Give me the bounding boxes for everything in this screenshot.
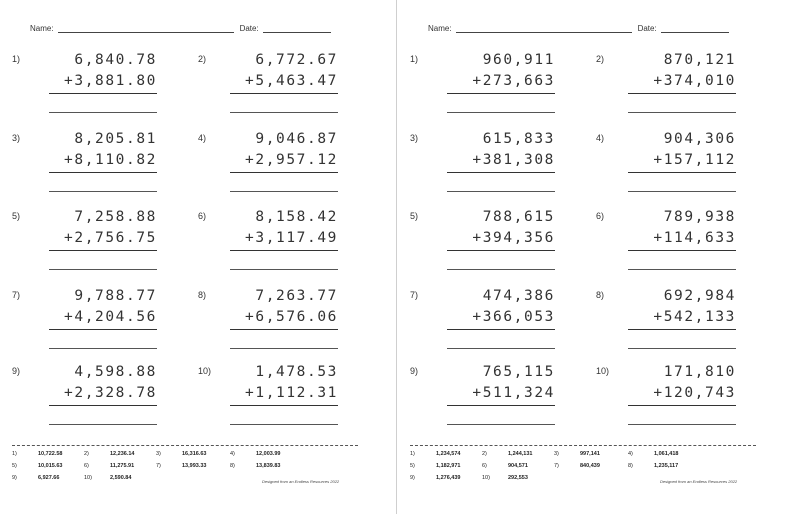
answer-key-value: 12,003.99 [256, 451, 281, 457]
answer-line[interactable] [628, 348, 736, 349]
credit-text: Designed from an Endless Resources 2022 [262, 479, 340, 484]
problem-number: 1) [410, 54, 419, 64]
name-label: Name: [428, 24, 452, 33]
addend-bottom: +273,663 [472, 73, 555, 89]
addend-bottom: +4,204.56 [64, 309, 157, 325]
addend-top: 789,938 [663, 209, 736, 225]
answer-key-item [482, 475, 552, 485]
sum-rule [49, 405, 157, 406]
problem [12, 209, 157, 279]
addend-bottom: +2,328.78 [64, 385, 157, 401]
problem [198, 52, 338, 122]
name-field[interactable] [58, 24, 234, 33]
answer-key-number: 5) [410, 463, 415, 469]
problem [410, 364, 555, 434]
addend-top: 765,115 [482, 364, 555, 380]
problem [12, 288, 157, 358]
problem-number: 6) [198, 211, 207, 221]
addend-top: 4,598.88 [74, 364, 157, 380]
problem [596, 52, 736, 122]
answer-key-number: 10) [84, 475, 92, 481]
addend-top: 171,810 [663, 364, 736, 380]
answer-line[interactable] [628, 191, 736, 192]
answer-key-value: 1,244,131 [508, 451, 533, 457]
answer-line[interactable] [49, 424, 157, 425]
answer-key-value: 1,276,439 [436, 475, 461, 481]
sum-rule [447, 250, 555, 251]
problem-number: 8) [198, 290, 207, 300]
answer-key-item [554, 463, 624, 473]
problem [12, 52, 157, 122]
answer-key-item [628, 451, 698, 461]
addend-top: 8,158.42 [255, 209, 338, 225]
sum-rule [49, 93, 157, 94]
answer-key-value: 12,236.14 [110, 451, 135, 457]
problem-number: 1) [12, 54, 21, 64]
problem-number: 4) [596, 133, 605, 143]
answer-key-separator [410, 445, 756, 446]
answer-key-value: 2,590.84 [110, 475, 132, 481]
sum-rule [628, 405, 736, 406]
answer-key-number: 3) [156, 451, 161, 457]
addend-bottom: +374,010 [653, 73, 736, 89]
sum-rule [447, 405, 555, 406]
answer-key-number: 7) [156, 463, 161, 469]
answer-key-item [84, 451, 154, 461]
problem [410, 131, 555, 201]
answer-key-number: 1) [12, 451, 17, 457]
answer-key-value: 13,993.33 [182, 463, 207, 469]
answer-line[interactable] [628, 269, 736, 270]
problem-number: 9) [410, 366, 419, 376]
answer-line[interactable] [230, 348, 338, 349]
answer-key-item [628, 463, 698, 473]
answer-key-number: 6) [84, 463, 89, 469]
addend-top: 474,386 [482, 288, 555, 304]
answer-key-number: 1) [410, 451, 415, 457]
sum-rule [230, 172, 338, 173]
answer-key-value: 11,275.91 [110, 463, 135, 469]
answer-key-item [12, 475, 82, 485]
answer-line[interactable] [628, 112, 736, 113]
sum-rule [628, 250, 736, 251]
addend-bottom: +3,881.80 [64, 73, 157, 89]
addend-bottom: +5,463.47 [245, 73, 338, 89]
answer-key-item [410, 463, 480, 473]
answer-key-value: 10,722.58 [38, 451, 63, 457]
answer-line[interactable] [49, 112, 157, 113]
problem-number: 3) [12, 133, 21, 143]
addend-top: 692,984 [663, 288, 736, 304]
addend-top: 615,833 [482, 131, 555, 147]
answer-line[interactable] [230, 112, 338, 113]
problem-number: 5) [12, 211, 21, 221]
sum-rule [628, 93, 736, 94]
sum-rule [49, 329, 157, 330]
problem [596, 288, 736, 358]
addend-bottom: +394,356 [472, 230, 555, 246]
answer-key-number: 6) [482, 463, 487, 469]
answer-key-value: 1,061,418 [654, 451, 679, 457]
answer-key-item [156, 451, 226, 461]
problem-number: 3) [410, 133, 419, 143]
problem-number: 5) [410, 211, 419, 221]
sum-rule [447, 93, 555, 94]
answer-key-item [410, 451, 480, 461]
addend-bottom: +114,633 [653, 230, 736, 246]
answer-key-item [230, 463, 300, 473]
addend-top: 1,478.53 [255, 364, 338, 380]
problem [596, 131, 736, 201]
addend-bottom: +157,112 [653, 152, 736, 168]
answer-line[interactable] [230, 424, 338, 425]
problem [198, 288, 338, 358]
worksheet-header [30, 24, 331, 33]
problem [198, 364, 338, 434]
name-label: Name: [30, 24, 54, 33]
answer-key-value: 292,553 [508, 475, 528, 481]
answer-key-value: 840,439 [580, 463, 600, 469]
problem [12, 131, 157, 201]
answer-key-item [410, 475, 480, 485]
addend-top: 904,306 [663, 131, 736, 147]
answer-key-item [230, 451, 300, 461]
addend-top: 8,205.81 [74, 131, 157, 147]
sum-rule [49, 250, 157, 251]
problem-number: 10) [198, 366, 212, 376]
answer-line[interactable] [447, 269, 555, 270]
answer-line[interactable] [49, 348, 157, 349]
problem-number: 8) [596, 290, 605, 300]
answer-key-value: 6,927.66 [38, 475, 60, 481]
answer-line[interactable] [230, 191, 338, 192]
sum-rule [230, 329, 338, 330]
addend-bottom: +120,743 [653, 385, 736, 401]
answer-line[interactable] [447, 348, 555, 349]
date-field[interactable] [263, 24, 331, 33]
answer-key-number: 8) [628, 463, 633, 469]
answer-key-value: 13,839.83 [256, 463, 281, 469]
answer-key [410, 451, 760, 491]
answer-key-value: 10,015.63 [38, 463, 63, 469]
problem-number: 2) [596, 54, 605, 64]
addend-bottom: +2,756.75 [64, 230, 157, 246]
answer-key-item [482, 463, 552, 473]
addend-bottom: +1,112.31 [245, 385, 338, 401]
answer-key-number: 9) [12, 475, 17, 481]
answer-key-number: 2) [482, 451, 487, 457]
answer-line[interactable] [447, 191, 555, 192]
answer-key-number: 3) [554, 451, 559, 457]
problem-number: 7) [12, 290, 21, 300]
addend-bottom: +6,576.06 [245, 309, 338, 325]
answer-line[interactable] [49, 269, 157, 270]
addend-top: 870,121 [663, 52, 736, 68]
answer-key-value: 997,141 [580, 451, 600, 457]
problem [596, 364, 736, 434]
answer-key-number: 10) [482, 475, 490, 481]
answer-key-item [84, 475, 154, 485]
addend-top: 9,046.87 [255, 131, 338, 147]
problem-number: 4) [198, 133, 207, 143]
answer-key-number: 7) [554, 463, 559, 469]
sum-rule [49, 172, 157, 173]
worksheet-decimals [0, 0, 396, 514]
answer-key-number: 4) [230, 451, 235, 457]
answer-key-number: 2) [84, 451, 89, 457]
sum-rule [628, 329, 736, 330]
date-label: Date: [239, 24, 259, 33]
answer-key-item [12, 451, 82, 461]
problem-number: 9) [12, 366, 21, 376]
addend-bottom: +2,957.12 [245, 152, 338, 168]
page-divider [396, 0, 397, 514]
answer-key-item [156, 463, 226, 473]
answer-key-value: 904,571 [508, 463, 528, 469]
addend-top: 960,911 [482, 52, 555, 68]
problem [198, 209, 338, 279]
addend-bottom: +8,110.82 [64, 152, 157, 168]
answer-key-item [12, 463, 82, 473]
answer-line[interactable] [49, 191, 157, 192]
answer-key-value: 1,235,117 [654, 463, 679, 469]
answer-key-number: 8) [230, 463, 235, 469]
worksheet-whole-numbers [398, 0, 794, 514]
problem-number: 7) [410, 290, 419, 300]
answer-key-item [482, 451, 552, 461]
answer-key [12, 451, 362, 491]
addend-top: 6,772.67 [255, 52, 338, 68]
addend-top: 6,840.78 [74, 52, 157, 68]
sum-rule [628, 172, 736, 173]
date-label: Date: [637, 24, 657, 33]
credit-text: Designed from an Endless Resources 2022 [660, 479, 738, 484]
problem-number: 2) [198, 54, 207, 64]
answer-key-value: 1,182,971 [436, 463, 461, 469]
answer-line[interactable] [447, 424, 555, 425]
answer-key-value: 1,234,574 [436, 451, 461, 457]
sum-rule [447, 172, 555, 173]
name-field[interactable] [456, 24, 632, 33]
problem [596, 209, 736, 279]
addend-top: 7,263.77 [255, 288, 338, 304]
problem [410, 209, 555, 279]
addend-bottom: +366,053 [472, 309, 555, 325]
answer-key-number: 9) [410, 475, 415, 481]
addend-bottom: +542,133 [653, 309, 736, 325]
answer-line[interactable] [628, 424, 736, 425]
answer-key-value: 16,316.63 [182, 451, 207, 457]
problem-number: 6) [596, 211, 605, 221]
sum-rule [230, 93, 338, 94]
addend-bottom: +381,308 [472, 152, 555, 168]
addend-top: 788,615 [482, 209, 555, 225]
answer-line[interactable] [447, 112, 555, 113]
answer-key-number: 4) [628, 451, 633, 457]
addend-top: 9,788.77 [74, 288, 157, 304]
problem [410, 288, 555, 358]
worksheet-header [428, 24, 729, 33]
sum-rule [230, 405, 338, 406]
answer-key-number: 5) [12, 463, 17, 469]
answer-key-item [554, 451, 624, 461]
problem-number: 10) [596, 366, 610, 376]
answer-key-separator [12, 445, 358, 446]
addend-bottom: +3,117.49 [245, 230, 338, 246]
problem [12, 364, 157, 434]
addend-top: 7,258.88 [74, 209, 157, 225]
problem [198, 131, 338, 201]
date-field[interactable] [661, 24, 729, 33]
sum-rule [447, 329, 555, 330]
sum-rule [230, 250, 338, 251]
answer-key-item [84, 463, 154, 473]
addend-bottom: +511,324 [472, 385, 555, 401]
answer-line[interactable] [230, 269, 338, 270]
problem [410, 52, 555, 122]
